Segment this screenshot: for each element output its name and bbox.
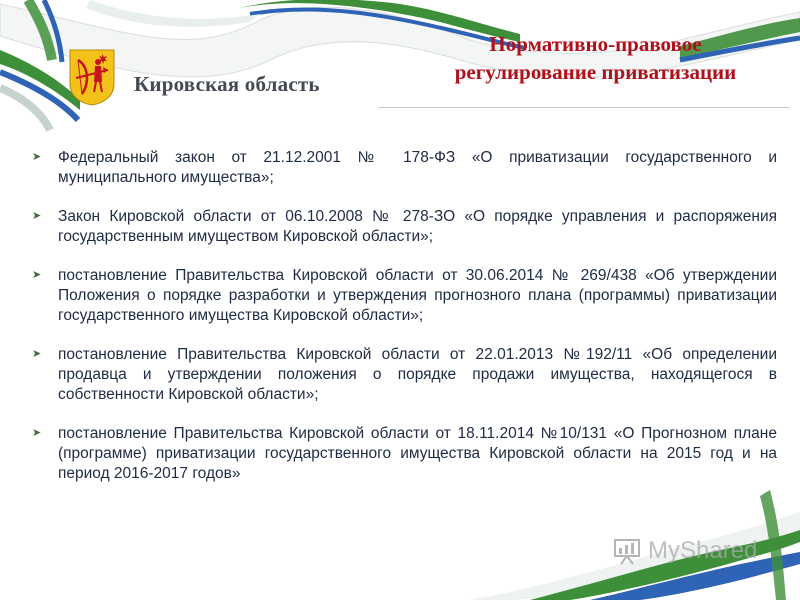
list-item-text: Федеральный закон от 21.12.2001 № 178-ФЗ «О приватизации государственного и муниципального имущества»; bbox=[58, 149, 777, 186]
list-item-text: постановление Правительства Кировской области от 22.01.2013 №192/11 «Об определении продавца и утверждении положения о порядке продажи имущества, находящегося в собственности Кировской области»; bbox=[58, 346, 777, 403]
list-item-text: постановление Правительства Кировской области от 30.06.2014 № 269/438 «Об утверждении Положения о порядке разработки и утверждения прогнозного плана (программы) приватизации государственного имущества Кировской области»; bbox=[58, 267, 777, 324]
bullet-arrow-icon: ➤ bbox=[32, 427, 42, 439]
coat-of-arms-icon bbox=[68, 48, 116, 106]
legal-acts-list bbox=[32, 148, 777, 503]
list-item bbox=[32, 345, 777, 405]
bullet-arrow-icon: ➤ bbox=[32, 348, 42, 360]
region-name: Кировская область bbox=[134, 72, 320, 96]
list-item-text: постановление Правительства Кировской области от 18.11.2014 №10/131 «О Прогнозном плане (программе) приватизации государственного имущества Кировской области на 2015 год и на период 2016-2017 годов» bbox=[58, 425, 777, 482]
slide-title bbox=[408, 30, 783, 86]
watermark bbox=[612, 537, 757, 565]
slide-title-line1: Нормативно-правовое bbox=[489, 32, 702, 56]
bullet-arrow-icon: ➤ bbox=[32, 210, 42, 222]
list-item bbox=[32, 266, 777, 326]
bullet-arrow-icon: ➤ bbox=[32, 269, 42, 281]
slide-title-line2: регулирование приватизации bbox=[454, 60, 737, 84]
list-item-text: Закон Кировской области от 06.10.2008 № 278-ЗО «О порядке управления и распоряжения государственным имуществом Кировской области»; bbox=[58, 208, 777, 245]
bullet-arrow-icon: ➤ bbox=[32, 151, 42, 163]
list-item bbox=[32, 207, 777, 247]
list-item bbox=[32, 148, 777, 188]
list-item bbox=[32, 424, 777, 484]
header-divider bbox=[378, 107, 790, 108]
watermark-text: MyShared bbox=[648, 537, 758, 564]
presentation-board-icon bbox=[612, 537, 642, 565]
